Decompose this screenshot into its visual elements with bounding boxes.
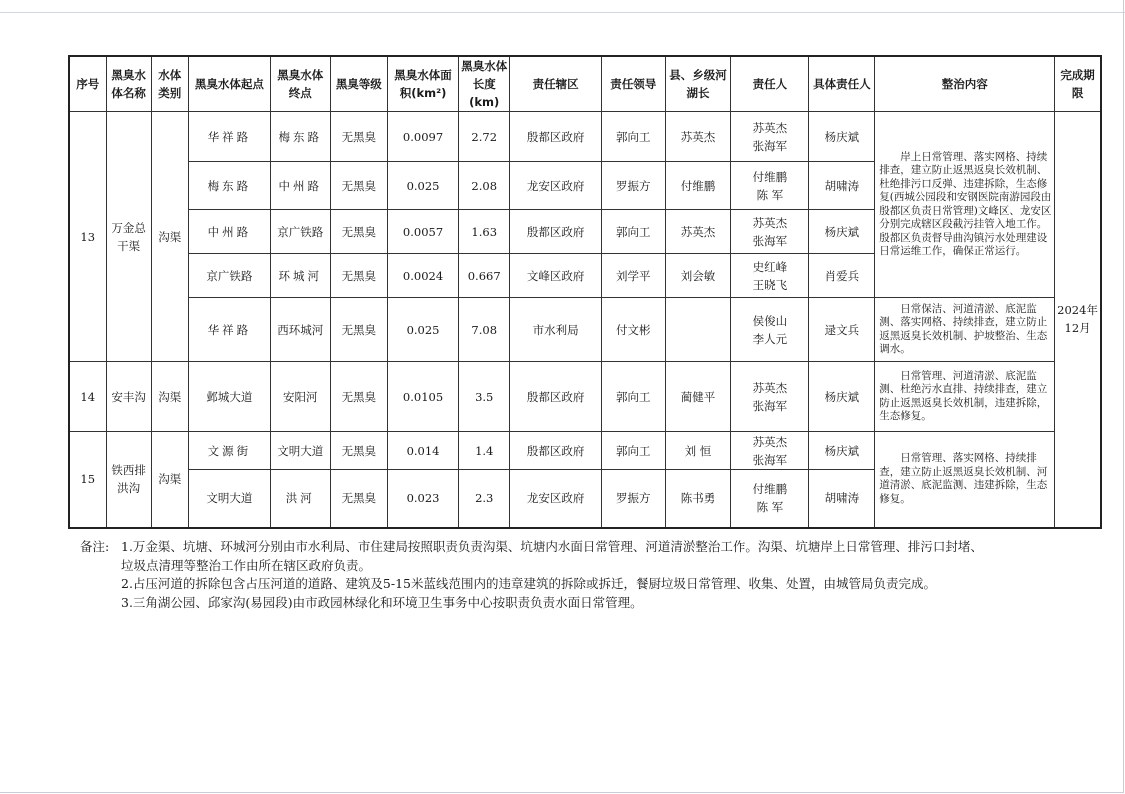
- responsible-name: 张海军: [752, 452, 788, 467]
- content-cell: [875, 362, 1055, 432]
- content-text: 日常保洁、河道清淤、底泥监测、落实网格、持续排查，建立防止返黑返臭长效机制、护坡整治、生态调水。: [879, 302, 1048, 355]
- district-cell: 殷都区政府: [510, 432, 601, 470]
- header-specific: 具体责任人: [809, 56, 875, 112]
- responsible-name: 李人元: [752, 331, 788, 346]
- length-cell: 2.72: [459, 112, 510, 162]
- water-name-cell: 安丰沟: [106, 362, 151, 432]
- river-chief-cell: 苏英杰: [665, 112, 731, 162]
- remediation-table: [68, 55, 1102, 529]
- length-cell: 3.5: [459, 362, 510, 432]
- responsible-name: 王晓飞: [752, 277, 788, 292]
- table-row: [69, 362, 1101, 432]
- end-cell: 洪河: [270, 470, 330, 528]
- area-cell: 0.0057: [388, 210, 459, 254]
- note-text: 垃圾点清理等整治工作由所在辖区政府负责。: [121, 557, 372, 573]
- start-cell: 华祥路: [188, 298, 270, 362]
- leader-cell: 郭向工: [601, 210, 665, 254]
- note-text: 2.占压河道的拆除包含占压河道的道路、建筑及5-15米蓝线范围内的违章建筑的拆除或拆迁，餐厨垃圾日常管理、收集、处置，由城管局负责完成。: [121, 576, 937, 591]
- area-cell: 0.014: [388, 432, 459, 470]
- note-text: 3.三角湖公园、邱家沟(易园段)由市政园林绿化和环境卫生事务中心按职责负责水面日常管理。: [121, 594, 643, 610]
- area-cell: 0.023: [388, 470, 459, 528]
- level-cell: 无黑臭: [330, 298, 388, 362]
- end-cell: 安阳河: [270, 362, 330, 432]
- responsible-name: 史红峰: [752, 259, 788, 274]
- responsible-name: 陈 军: [756, 187, 784, 202]
- header-type: 水体类别: [151, 56, 188, 112]
- header-river-chief: 县、乡级河湖长: [665, 56, 731, 112]
- responsible-name: 侯俊山: [752, 313, 788, 328]
- header-responsible: 责任人: [731, 56, 809, 112]
- water-name-cell: 万金总干渠: [106, 112, 151, 362]
- river-chief-cell: 付维鹏: [665, 162, 731, 210]
- responsible-cell: [731, 210, 809, 254]
- responsible-cell: [731, 470, 809, 528]
- length-cell: 1.63: [459, 210, 510, 254]
- area-cell: 0.0097: [388, 112, 459, 162]
- water-type-cell: 沟渠: [151, 362, 188, 432]
- district-cell: 殷都区政府: [510, 112, 601, 162]
- end-cell: 西环城河: [270, 298, 330, 362]
- responsible-cell: [731, 298, 809, 362]
- header-name: 黑臭水体名称: [106, 56, 151, 112]
- district-cell: 龙安区政府: [510, 470, 601, 528]
- leader-cell: 罗振方: [601, 470, 665, 528]
- note-text: 1.万金渠、坑塘、环城河分别由市水利局、市住建局按照职责负责沟渠、坑塘内水面日常管理、河道清淤整治工作。沟渠、坑塘岸上日常管理、排污口封堵、: [121, 539, 983, 554]
- level-cell: 无黑臭: [330, 210, 388, 254]
- start-cell: 京广铁路: [188, 254, 270, 298]
- specific-cell: 胡啸涛: [809, 162, 875, 210]
- end-cell: 梅东路: [270, 112, 330, 162]
- river-chief-cell: 刘会敏: [665, 254, 731, 298]
- start-cell: 文明大道: [188, 470, 270, 528]
- specific-cell: 逯文兵: [809, 298, 875, 362]
- header-district: 责任辖区: [510, 56, 601, 112]
- responsible-name: 苏英杰: [752, 434, 788, 449]
- deadline-cell: 2024年12月: [1055, 112, 1101, 528]
- responsible-cell: [731, 112, 809, 162]
- header-seq: 序号: [69, 56, 106, 112]
- start-cell: 梅东路: [188, 162, 270, 210]
- leader-cell: 郭向工: [601, 362, 665, 432]
- start-cell: 文源街: [188, 432, 270, 470]
- header-row: [69, 56, 1101, 112]
- length-cell: 7.08: [459, 298, 510, 362]
- leader-cell: 付文彬: [601, 298, 665, 362]
- district-cell: 殷都区政府: [510, 210, 601, 254]
- specific-cell: 杨庆斌: [809, 210, 875, 254]
- header-area: 黑臭水体面积(km²): [388, 56, 459, 112]
- river-chief-cell: [665, 298, 731, 362]
- start-cell: 华祥路: [188, 112, 270, 162]
- header-length: 黑臭水体长度(km): [459, 56, 510, 112]
- river-chief-cell: 苏英杰: [665, 210, 731, 254]
- length-cell: 2.08: [459, 162, 510, 210]
- river-chief-cell: 陈书勇: [665, 470, 731, 528]
- level-cell: 无黑臭: [330, 362, 388, 432]
- responsible-name: 苏英杰: [752, 120, 788, 135]
- table-row: [69, 112, 1101, 162]
- district-cell: 殷都区政府: [510, 362, 601, 432]
- responsible-cell: [731, 362, 809, 432]
- seq-cell: 13: [69, 112, 106, 362]
- notes-section: [80, 538, 1090, 612]
- area-cell: 0.025: [388, 298, 459, 362]
- district-cell: 市水利局: [510, 298, 601, 362]
- responsible-name: 张海军: [752, 398, 788, 413]
- district-cell: 文峰区政府: [510, 254, 601, 298]
- responsible-name: 付维鹏: [752, 169, 788, 184]
- header-start: 黑臭水体起点: [188, 56, 270, 112]
- water-name-cell: 铁西排洪沟: [106, 432, 151, 528]
- content-cell: [875, 298, 1055, 362]
- responsible-name: 陈 军: [756, 500, 784, 515]
- start-cell: 中州路: [188, 210, 270, 254]
- water-type-cell: 沟渠: [151, 432, 188, 528]
- header-deadline: 完成期限: [1055, 56, 1101, 112]
- header-level: 黑臭等级: [330, 56, 388, 112]
- length-cell: 0.667: [459, 254, 510, 298]
- level-cell: 无黑臭: [330, 432, 388, 470]
- header-end: 黑臭水体终点: [270, 56, 330, 112]
- content-text: 岸上日常管理、落实网格、持续排查，建立防止返黑返臭长效机制、杜绝排污口反弹、违建拆除，生态修复(西城公园段和安钢医院南游园段由殷都区负责日常管理)文峰区、龙安区分别完成辖区段截污挂管入地工作。殷都区负责督导曲沟镇污水处理建设日常运维工作，确保正常运行。: [879, 150, 1052, 257]
- content-cell: [875, 112, 1055, 298]
- end-cell: 京广铁路: [270, 210, 330, 254]
- length-cell: 1.4: [459, 432, 510, 470]
- end-cell: 文明大道: [270, 432, 330, 470]
- level-cell: 无黑臭: [330, 254, 388, 298]
- table-row: [69, 432, 1101, 470]
- content-text: 日常管理、河道清淤、底泥监测、杜绝污水直排、持续排查，建立防止返黑返臭长效机制，违建拆除，生态修复。: [879, 369, 1048, 422]
- start-cell: 邺城大道: [188, 362, 270, 432]
- responsible-name: 张海军: [752, 233, 788, 248]
- notes-label: 备注:: [80, 539, 110, 554]
- length-cell: 2.3: [459, 470, 510, 528]
- area-cell: 0.025: [388, 162, 459, 210]
- area-cell: 0.0105: [388, 362, 459, 432]
- header-leader: 责任领导: [601, 56, 665, 112]
- responsible-name: 苏英杰: [752, 380, 788, 395]
- leader-cell: 郭向工: [601, 112, 665, 162]
- header-content: 整治内容: [875, 56, 1055, 112]
- seq-cell: 14: [69, 362, 106, 432]
- content-text: 日常管理、落实网格、持续排查，建立防止返黑返臭长效机制、河道清淤、底泥监测、违建拆除，生态修复。: [879, 452, 1048, 505]
- specific-cell: 杨庆斌: [809, 432, 875, 470]
- note-item: [80, 538, 1090, 557]
- specific-cell: 杨庆斌: [809, 112, 875, 162]
- river-chief-cell: 刘 恒: [665, 432, 731, 470]
- district-cell: 龙安区政府: [510, 162, 601, 210]
- leader-cell: 刘学平: [601, 254, 665, 298]
- responsible-name: 苏英杰: [752, 215, 788, 230]
- seq-cell: 15: [69, 432, 106, 528]
- content-cell: [875, 432, 1055, 528]
- table-row: [69, 298, 1101, 362]
- end-cell: 环城河: [270, 254, 330, 298]
- river-chief-cell: 蔺健平: [665, 362, 731, 432]
- specific-cell: 胡啸涛: [809, 470, 875, 528]
- responsible-cell: [731, 432, 809, 470]
- end-cell: 中州路: [270, 162, 330, 210]
- specific-cell: 杨庆斌: [809, 362, 875, 432]
- responsible-name: 付维鹏: [752, 482, 788, 497]
- responsible-name: 张海军: [752, 138, 788, 153]
- level-cell: 无黑臭: [330, 162, 388, 210]
- level-cell: 无黑臭: [330, 112, 388, 162]
- responsible-cell: [731, 254, 809, 298]
- area-cell: 0.0024: [388, 254, 459, 298]
- leader-cell: 郭向工: [601, 432, 665, 470]
- specific-cell: 肖爱兵: [809, 254, 875, 298]
- responsible-cell: [731, 162, 809, 210]
- water-type-cell: 沟渠: [151, 112, 188, 362]
- leader-cell: 罗振方: [601, 162, 665, 210]
- level-cell: 无黑臭: [330, 470, 388, 528]
